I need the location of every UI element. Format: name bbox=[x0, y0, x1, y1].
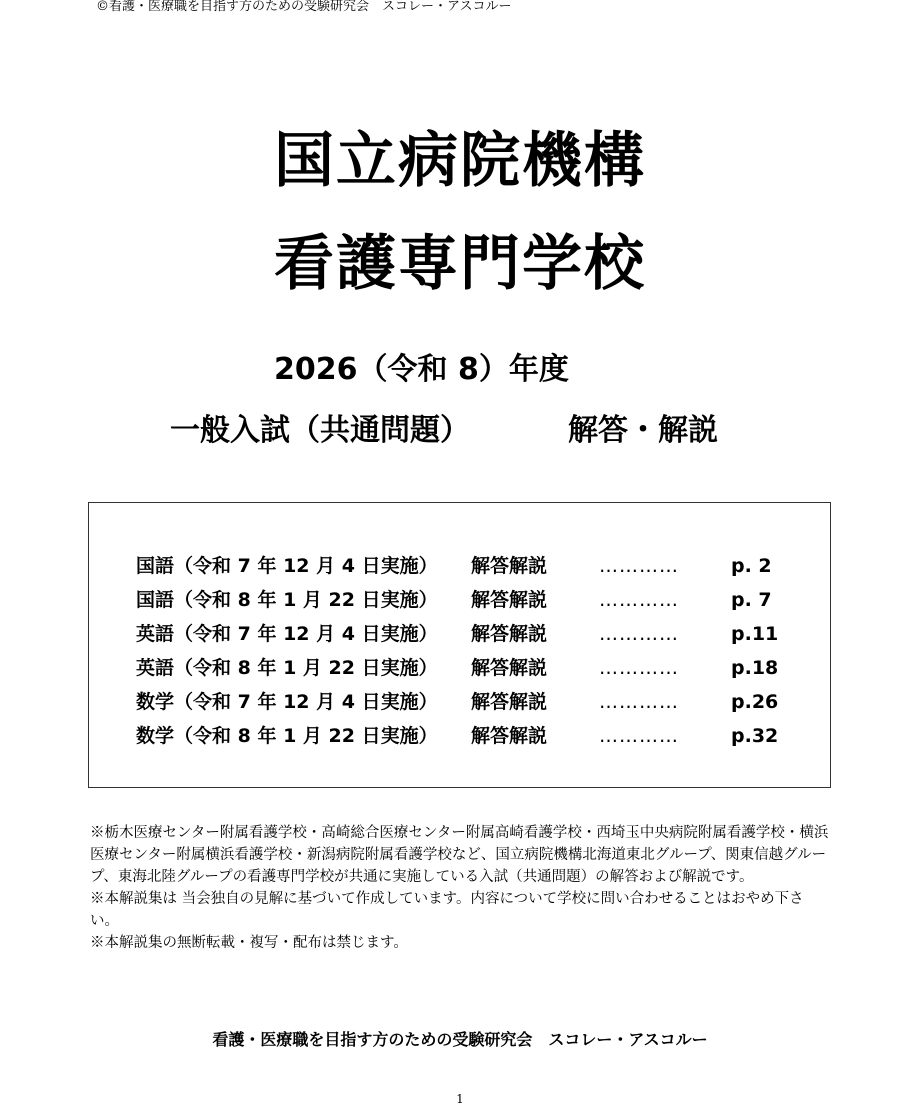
toc-kind: 解答解説 bbox=[471, 589, 548, 611]
subtitle-answer: 解答・解説 bbox=[568, 413, 718, 448]
toc-leader-dots: ………… bbox=[599, 589, 679, 611]
toc-kind: 解答解説 bbox=[471, 623, 548, 645]
toc-page: p.26 bbox=[731, 691, 779, 713]
toc-item bbox=[89, 583, 830, 617]
toc-leader-dots: ………… bbox=[599, 725, 679, 747]
title-line-2: 看護専門学校 bbox=[274, 229, 646, 299]
toc-kind: 解答解説 bbox=[471, 691, 548, 713]
subtitle-year: 2026（令和 8）年度 bbox=[274, 352, 569, 387]
toc-leader-dots: ………… bbox=[599, 623, 679, 645]
notes-section bbox=[90, 822, 830, 954]
toc-leader-dots: ………… bbox=[599, 555, 679, 577]
toc-page: p.32 bbox=[731, 725, 779, 747]
toc-subject: 英語（令和 8 年 1 月 22 日実施） bbox=[136, 657, 438, 679]
toc-subject: 数学（令和 8 年 1 月 22 日実施） bbox=[136, 725, 438, 747]
toc-item bbox=[89, 549, 830, 583]
toc-subject: 数学（令和 7 年 12 月 4 日実施） bbox=[136, 691, 438, 713]
toc-page: p.18 bbox=[731, 657, 779, 679]
toc-subject: 英語（令和 7 年 12 月 4 日実施） bbox=[136, 623, 438, 645]
subtitle-exam: 一般入試（共通問題） bbox=[170, 413, 470, 448]
toc-item bbox=[89, 685, 830, 719]
toc-kind: 解答解説 bbox=[471, 725, 548, 747]
toc-kind: 解答解説 bbox=[471, 555, 548, 577]
toc-item bbox=[89, 719, 830, 753]
page-number: 1 bbox=[456, 1092, 464, 1106]
note-copyright: ※本解説集の無断転載・複写・配布は禁じます。 bbox=[90, 935, 408, 951]
toc-subject: 国語（令和 7 年 12 月 4 日実施） bbox=[136, 555, 438, 577]
toc-kind: 解答解説 bbox=[471, 657, 548, 679]
toc-page: p. 7 bbox=[731, 589, 772, 611]
title-line-1: 国立病院機構 bbox=[274, 126, 646, 196]
toc-leader-dots: ………… bbox=[599, 691, 679, 713]
note-scope: ※栃木医療センター附属看護学校・高崎総合医療センター附属高崎看護学校・西埼玉中央病院附属看護学校・横浜医療センター附属横浜看護学校・新潟病院附属看護学校など、国立病院機構北海道東北グループ、関東信越グループ、東海北陸グループの看護専門学校が共通に実施している入試（共通問題）の解答および解説です。 bbox=[90, 825, 829, 885]
table-of-contents bbox=[88, 502, 831, 788]
toc-subject: 国語（令和 8 年 1 月 22 日実施） bbox=[136, 589, 438, 611]
footer-organization: 看護・医療職を目指す方のための受験研究会 スコレー・アスコルー bbox=[212, 1030, 708, 1049]
header-copyright: ©看護・医療職を目指す方のための受験研究会 スコレー・アスコルー bbox=[96, 0, 512, 14]
toc-item bbox=[89, 651, 830, 685]
toc-page: p.11 bbox=[731, 623, 779, 645]
toc-leader-dots: ………… bbox=[599, 657, 679, 679]
toc-page: p. 2 bbox=[731, 555, 772, 577]
toc-item bbox=[89, 617, 830, 651]
note-disclaimer: ※本解説集は 当会独自の見解に基づいて作成しています。内容について学校に問い合わせることはおやめ下さい。 bbox=[90, 891, 804, 929]
